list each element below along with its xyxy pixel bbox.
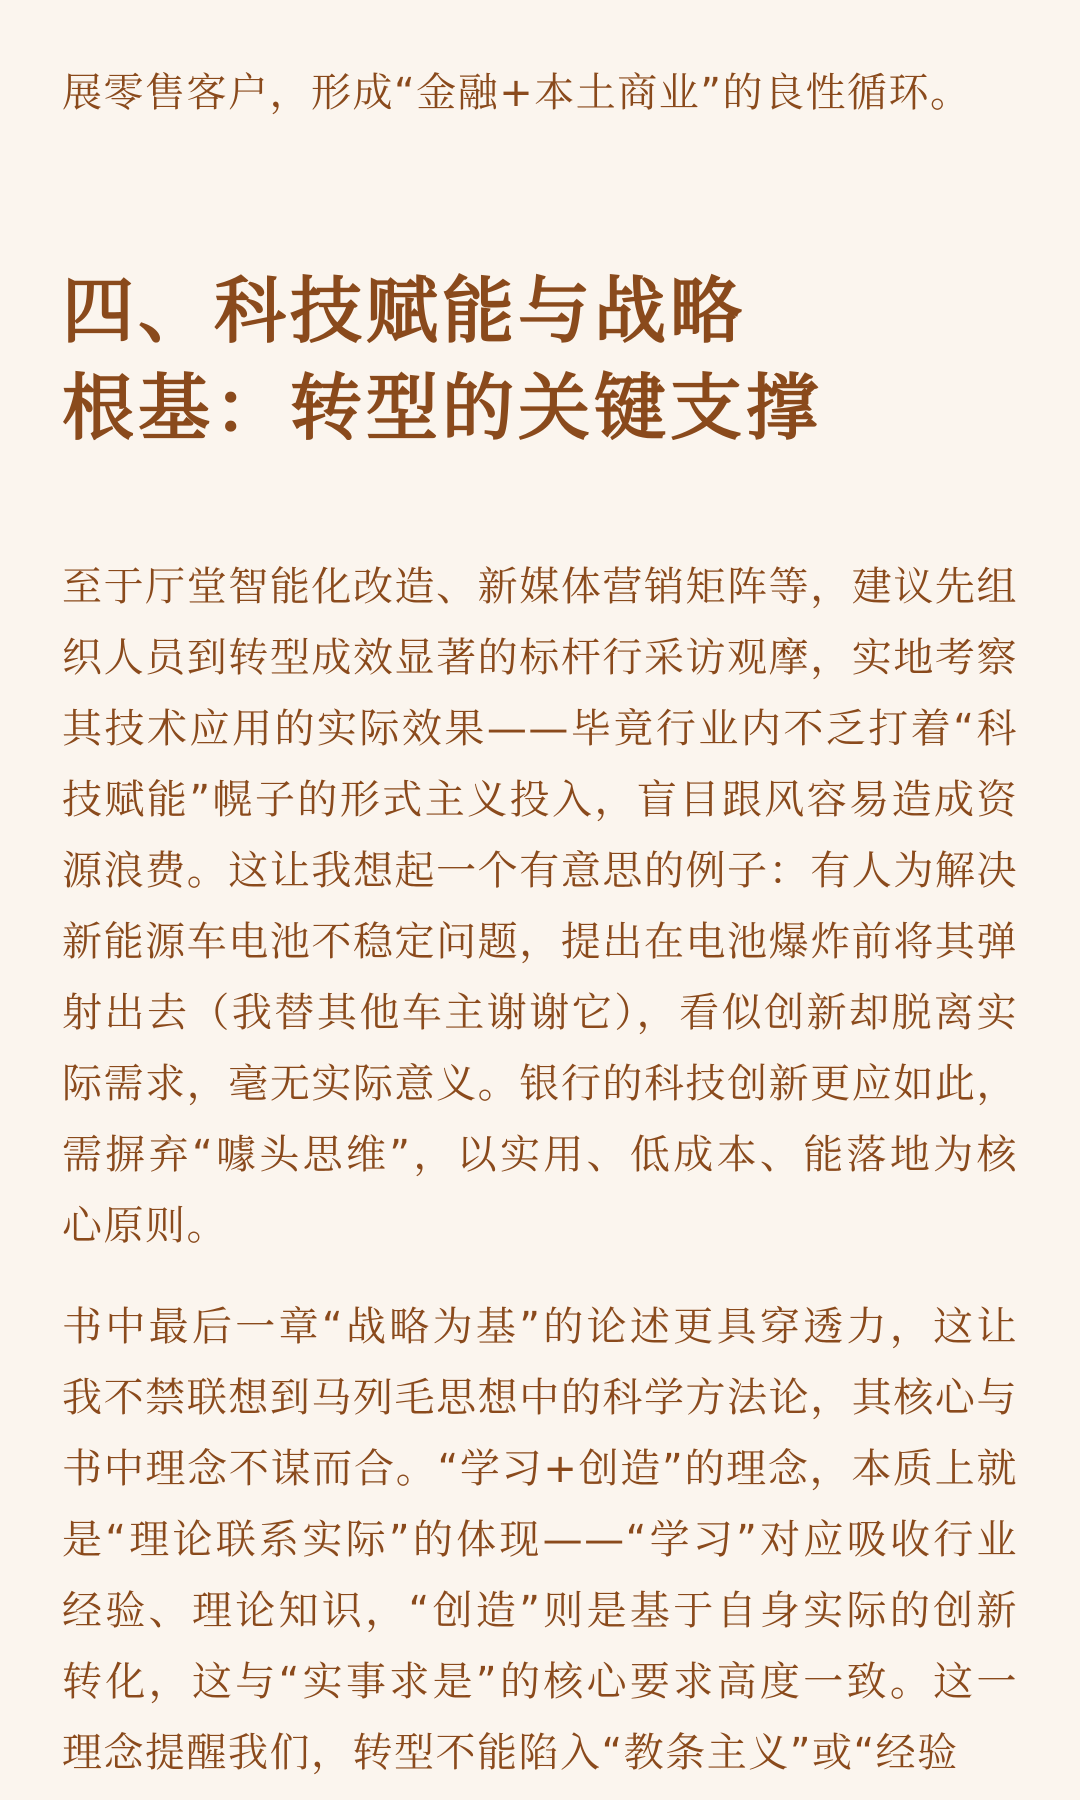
section-heading-line-2: 根基：转型的关键支撑 <box>62 366 823 450</box>
section-heading-line-1: 四、科技赋能与战略 <box>62 269 747 353</box>
body-paragraph-1: 至于厅堂智能化改造、新媒体营销矩阵等，建议先组织人员到转型成效显著的标杆行采访观摩，实地考察其技术应用的实际效果——毕竟行业内不乏打着“科技赋能”幌子的形式主义投入，盲目跟风容易造成资源浪费。这让我想起一个有意思的例子：有人为解决新能源车电池不稳定问题，提出在电池爆炸前将其弹射出去（我替其他车主谢谢它），看似创新却脱离实际需求，毫无实际意义。银行的科技创新更应如此，需摒弃“噱头思维”，以实用、低成本、能落地为核心原则。 <box>62 564 1018 1249</box>
section-heading <box>62 263 1018 457</box>
intro-paragraph-tail: 展零售客户，形成“金融+本土商业”的良性循环。 <box>62 70 972 116</box>
body-paragraph-2: 书中最后一章“战略为基”的论述更具穿透力，这让我不禁联想到马列毛思想中的科学方法论，其核心与书中理念不谋而合。“学习+创造”的理念，本质上就是“理论联系实际”的体现——“学习”对应吸收行业经验、理论知识，“创造”则是基于自身实际的创新转化，这与“实事求是”的核心要求高度一致。这一理念提醒我们，转型不能陷入“教条主义”或“经验 <box>62 1304 1018 1776</box>
